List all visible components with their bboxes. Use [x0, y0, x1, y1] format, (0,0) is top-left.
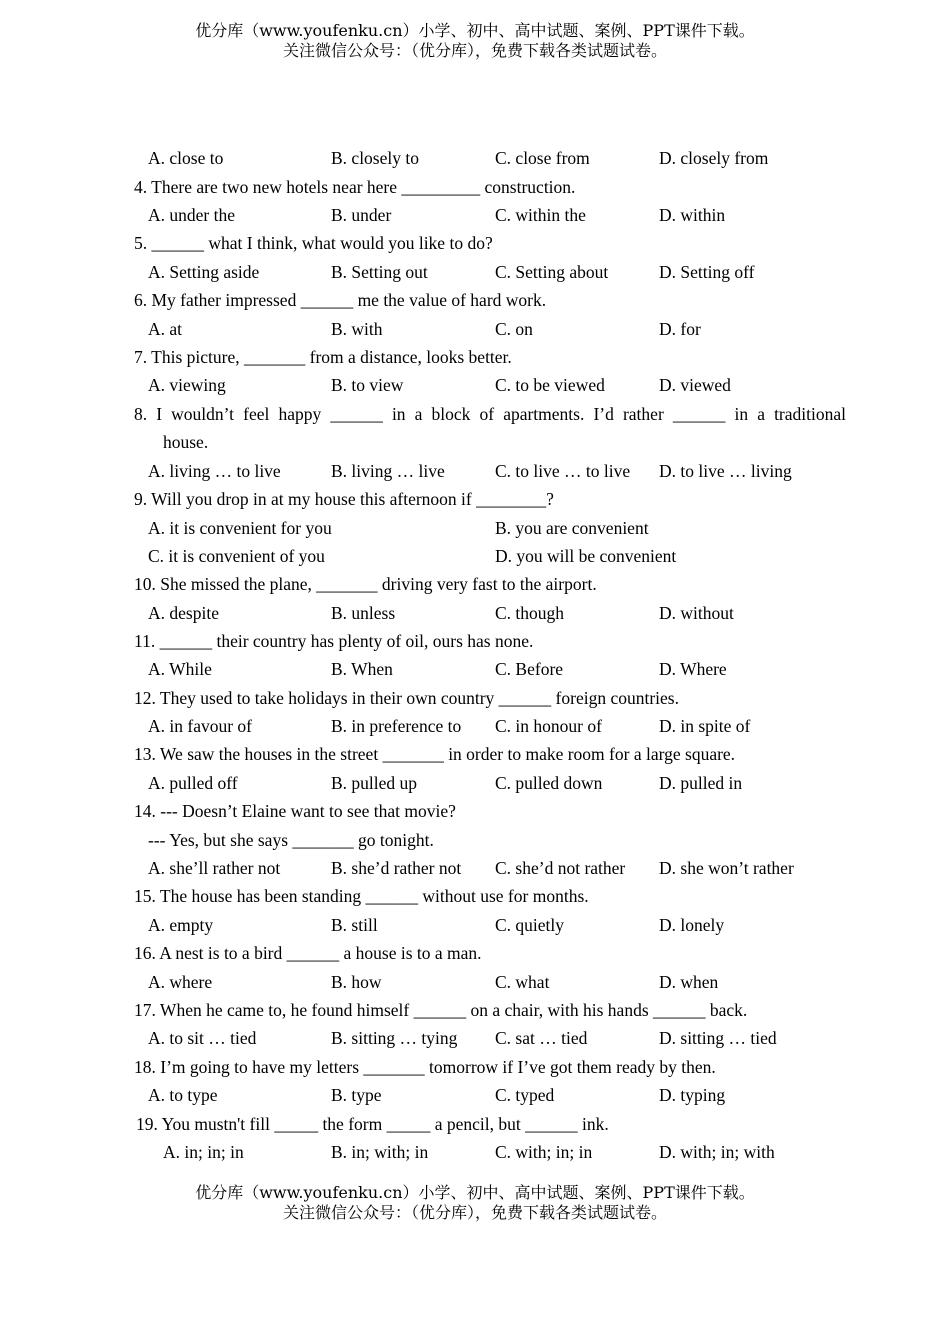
- option-c: C. quietly: [495, 915, 565, 935]
- option-c: C. on: [495, 319, 533, 339]
- question-5-options: [148, 261, 868, 283]
- question-13-stem: 13. We saw the houses in the street _______ in order to make room for a large square.: [134, 744, 736, 764]
- option-a: A. in favour of: [148, 716, 253, 736]
- option-a: A. living … to live: [148, 461, 281, 481]
- option-a: A. Setting aside: [148, 262, 260, 282]
- option-c: C. to live … to live: [495, 461, 631, 481]
- option-a: A. despite: [148, 603, 219, 623]
- option-d: D. when: [659, 972, 719, 992]
- option-a: A. she’ll rather not: [148, 858, 281, 878]
- question-4-options: [148, 204, 868, 226]
- option-d: D. closely from: [659, 148, 769, 168]
- question-14-stem: 14. --- Doesn’t Elaine want to see that movie?: [134, 801, 456, 821]
- question-8-stem: 8. I wouldn’t feel happy ______ in a block of apartments. I’d rather ______ in a traditional: [134, 404, 846, 424]
- option-d: D. in spite of: [659, 716, 751, 736]
- option-b: B. under: [331, 205, 392, 225]
- option-b: B. pulled up: [331, 773, 418, 793]
- option-c: C. within the: [495, 205, 586, 225]
- question-9-options-row-1: [148, 517, 868, 539]
- question-14-stem-reply: --- Yes, but she says _______ go tonight.: [148, 830, 434, 850]
- question-10-options: [148, 602, 868, 624]
- option-b: B. type: [331, 1085, 382, 1105]
- question-5-stem: 5. ______ what I think, what would you like to do?: [134, 233, 493, 253]
- option-d: D. Setting off: [659, 262, 755, 282]
- option-d: D. typing: [659, 1085, 726, 1105]
- option-d: D. within: [659, 205, 726, 225]
- question-15-options: [148, 914, 868, 936]
- question-6-stem: 6. My father impressed ______ me the value of hard work.: [134, 290, 547, 310]
- question-16-stem: 16. A nest is to a bird ______ a house is to a man.: [134, 943, 482, 963]
- option-b: B. how: [331, 972, 382, 992]
- question-19-stem: 19. You mustn't fill _____ the form _____ a pencil, but ______ ink.: [136, 1114, 609, 1134]
- question-15-stem: 15. The house has been standing ______ without use for months.: [134, 886, 589, 906]
- question-17-stem: 17. When he came to, he found himself ______ on a chair, with his hands ______ back.: [134, 1000, 748, 1020]
- question-19-option-a: A. in; in; in: [163, 1142, 244, 1162]
- question-8-stem-continued: house.: [163, 432, 209, 452]
- option-b: B. living … live: [331, 461, 445, 481]
- question-13-options: [148, 772, 868, 794]
- question-16-options: [148, 971, 868, 993]
- option-a: A. to sit … tied: [148, 1028, 257, 1048]
- option-d: D. pulled in: [659, 773, 743, 793]
- option-a: A. under the: [148, 205, 235, 225]
- option-a: A. pulled off: [148, 773, 238, 793]
- question-4-stem: 4. There are two new hotels near here _________ construction.: [134, 177, 576, 197]
- question-7-stem: 7. This picture, _______ from a distance, looks better.: [134, 347, 512, 367]
- option-d: D. to live … living: [659, 461, 792, 481]
- option-b: B. unless: [331, 603, 396, 623]
- option-a: A. to type: [148, 1085, 218, 1105]
- option-d: D. without: [659, 603, 734, 623]
- option-c: C. what: [495, 972, 550, 992]
- question-19-option-d: D. with; in; with: [659, 1142, 775, 1162]
- question-8-options: [148, 460, 868, 482]
- option-d: D. you will be convenient: [495, 546, 677, 566]
- option-b: B. When: [331, 659, 393, 679]
- question-7-options: [148, 374, 868, 396]
- question-10-stem: 10. She missed the plane, _______ driving very fast to the airport.: [134, 574, 597, 594]
- question-17-options: [148, 1027, 868, 1049]
- option-b: B. she’d rather not: [331, 858, 462, 878]
- option-c: C. pulled down: [495, 773, 603, 793]
- option-c: C. Setting about: [495, 262, 609, 282]
- option-b: B. you are convenient: [495, 518, 649, 538]
- option-b: B. to view: [331, 375, 404, 395]
- option-d: D. viewed: [659, 375, 731, 395]
- option-a: A. viewing: [148, 375, 226, 395]
- question-9-stem: 9. Will you drop in at my house this afternoon if ________?: [134, 489, 554, 509]
- option-a: A. close to: [148, 148, 224, 168]
- option-d: D. Where: [659, 659, 727, 679]
- question-12-options: [148, 715, 868, 737]
- option-b: B. sitting … tying: [331, 1028, 458, 1048]
- option-c: C. Before: [495, 659, 564, 679]
- option-c: C. though: [495, 603, 565, 623]
- option-b: B. still: [331, 915, 378, 935]
- question-9-options-row-2: [148, 545, 868, 567]
- question-19-option-b: B. in; with; in: [331, 1142, 429, 1162]
- question-19-option-c: C. with; in; in: [495, 1142, 593, 1162]
- option-a: A. where: [148, 972, 213, 992]
- option-d: D. sitting … tied: [659, 1028, 777, 1048]
- question-14-options: [148, 857, 868, 879]
- option-c: C. sat … tied: [495, 1028, 588, 1048]
- option-b: B. in preference to: [331, 716, 462, 736]
- option-c: C. typed: [495, 1085, 555, 1105]
- page-footer-line-2: 关注微信公众号：（优分库），免费下载各类试题试卷。: [282, 1203, 667, 1222]
- option-b: B. Setting out: [331, 262, 428, 282]
- option-a: A. While: [148, 659, 212, 679]
- page-header-line-1: 优分库（www.youfenku.cn）小学、初中、高中试题、案例、PPT课件下载。: [195, 21, 755, 40]
- option-d: D. lonely: [659, 915, 725, 935]
- option-c: C. she’d not rather: [495, 858, 626, 878]
- page-footer-line-1: 优分库（www.youfenku.cn）小学、初中、高中试题、案例、PPT课件下载。: [195, 1183, 755, 1202]
- option-d: D. for: [659, 319, 701, 339]
- option-a: A. at: [148, 319, 183, 339]
- option-a: A. it is convenient for you: [148, 518, 332, 538]
- option-d: D. she won’t rather: [659, 858, 794, 878]
- question-11-options: [148, 658, 868, 680]
- option-a: A. empty: [148, 915, 214, 935]
- question-18-options: [148, 1084, 868, 1106]
- option-c: C. close from: [495, 148, 590, 168]
- option-c: C. in honour of: [495, 716, 602, 736]
- option-c: C. to be viewed: [495, 375, 605, 395]
- option-c: C. it is convenient of you: [148, 546, 325, 566]
- question-12-stem: 12. They used to take holidays in their own country ______ foreign countries.: [134, 688, 679, 708]
- question-18-stem: 18. I’m going to have my letters _______ tomorrow if I’ve got them ready by then.: [134, 1057, 716, 1077]
- question-6-options: [148, 318, 868, 340]
- page-header-line-2: 关注微信公众号：（优分库），免费下载各类试题试卷。: [282, 41, 667, 60]
- question-11-stem: 11. ______ their country has plenty of oil, ours has none.: [134, 631, 534, 651]
- option-b: B. with: [331, 319, 383, 339]
- option-b: B. closely to: [331, 148, 419, 168]
- q3-options: [148, 147, 868, 169]
